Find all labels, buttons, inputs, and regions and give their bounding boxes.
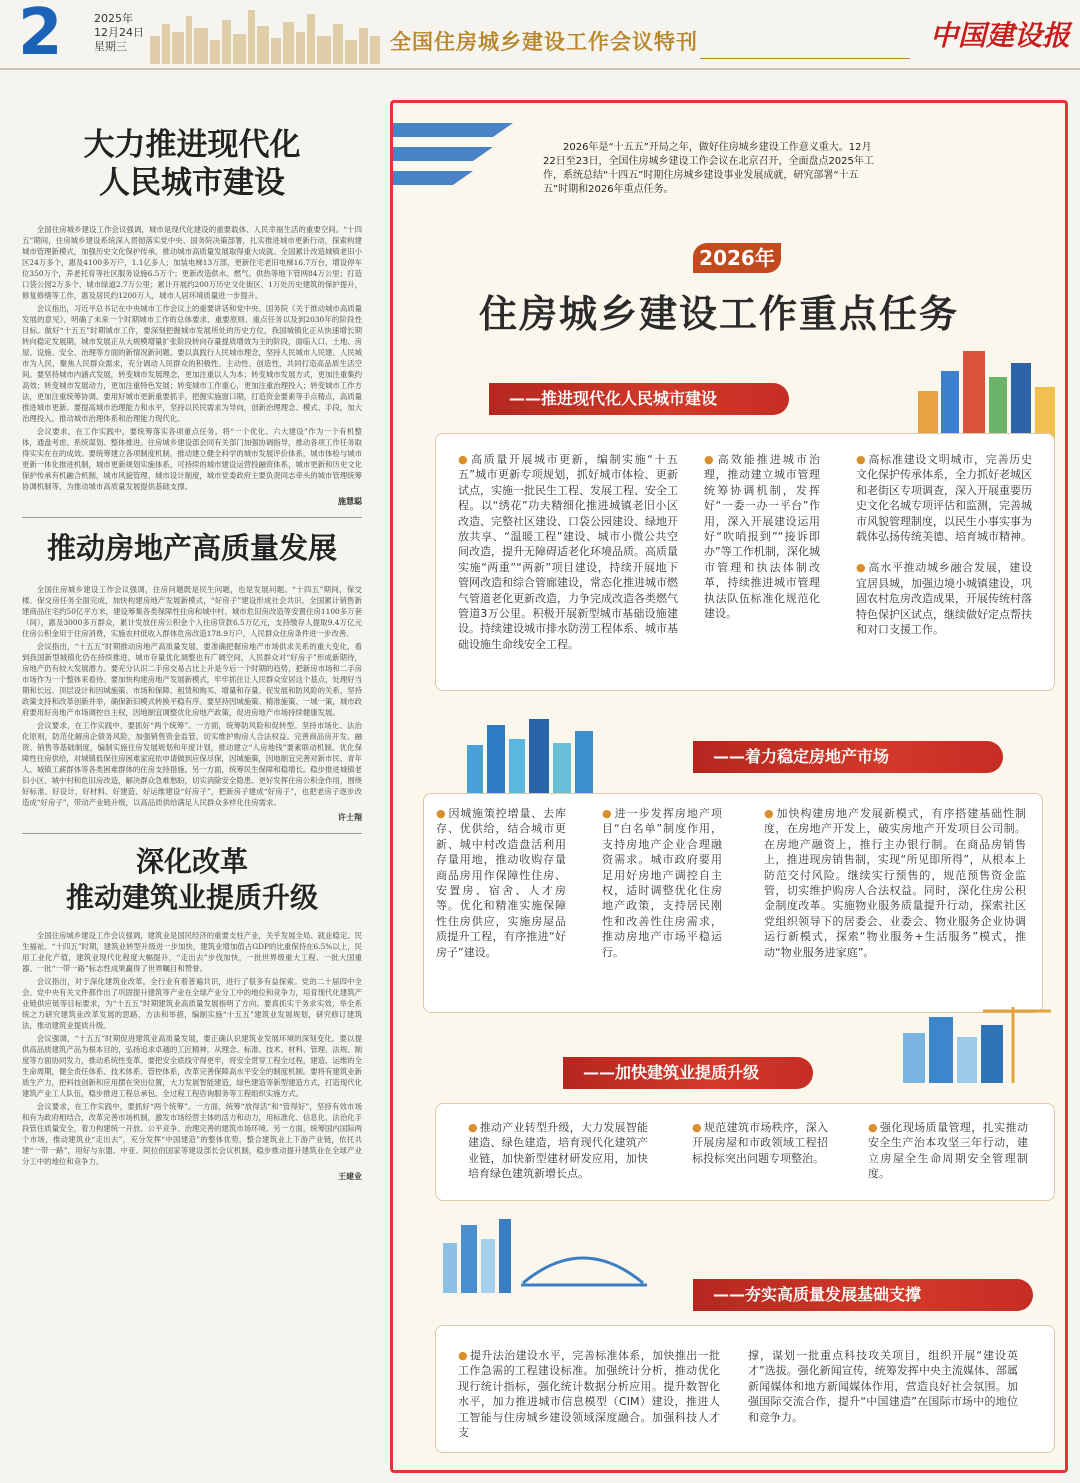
article-real-estate	[22, 528, 362, 823]
newspaper-logo: 中国建设报	[930, 19, 1071, 52]
section-heading-real-estate: ——着力稳定房地产市场	[693, 741, 1003, 773]
task-column: 撑，谋划一批重点科技攻关项目，组织开展“建设英才”选拔。强化新闻宣传，统筹发挥中央主流媒体、部属新闻媒体和地方新闻媒体作用，营造良好社会氛围。加强国际交流合作，提升“中国建造”在国际市场中的地位和竞争力。	[748, 1349, 1018, 1424]
bullet-icon: ●	[692, 1121, 702, 1134]
year-tag: 2026年	[693, 243, 781, 273]
article-paragraph: 会议要求，在工作实践中，要统筹落实各项重点任务。将“一个优化、六大建设”作为一个有机整体，通盘考虑、系统谋划、整体推进。住房城乡建设部会同有关部门加强协调指导，推动各项工作任务取得实实在在的成效。要统筹建立各项制度机制，推动建立健全科学的城市发展评价体系，城市体检与城市更新一体化推进机制，城市更新规划实施体系，可持续的城市建设运营投融资体系，城市更新和历史文化保护传承有机融合机制，城市风貌管理、城市设计制度，城市党委政府主要负责同志牵头的城市管理统筹协调机制等，为推动城市高质量发展提供基础支撑。	[22, 427, 362, 491]
bullet-icon: ●	[458, 1349, 468, 1362]
section-card-modern-city	[435, 433, 1055, 691]
intro-text: 2026年是“十五五”开局之年，做好住房城乡建设工作意义重大。12月22日至23日，全国住房城乡建设工作会议在北京召开，全面盘点2025年工作，系统总结“十四五”时期住房城乡建设事业发展成就，研究部署“十五五”时期和2026年重点任务。	[543, 142, 874, 195]
article-city-construction	[22, 126, 362, 507]
construction-crane-illustration	[883, 1003, 1053, 1083]
section-heading-modern-city: ——推进现代化人民城市建设	[489, 383, 789, 415]
page-header	[0, 0, 1080, 70]
article-paragraph: 会议指出，对于深化建筑业改革，全行业有着普遍共识，进行了很多有益探索。党的二十届四中全会、党中央有关文件都作出了巩固提升建筑等产业在全球产业分工中的地位和竞争力，培育现代化建筑产业链供应链等目标要求，为“十五五”时期建筑业高质量发展指明了方向。要真抓实干务求实效，举全系统之力研究建筑业改革发展的思路、方法和举措，编制实施“十五五”建筑业发展规划，研究修订建筑法，推动建筑业提质升级。	[22, 977, 362, 1030]
task-column: ● 提升法治建设水平，完善标准体系，加快推出一批工作急需的工程建设标准。加强统计分析，推动优化现行统计指标，强化统计数据分析应用。提升数智化水平，加力推进城市信息模型（CIM）建设，推进人工智能与住房城乡建设领域深度融合。加强科技人才支	[458, 1349, 720, 1440]
task-column: ● 高效能推进城市治理，推动建立城市管理统筹协调机制，发挥好“一委一办一平台”作用，深入开展建设运用好“吹哨报到”“接诉即办”等工作机制，深化城市管理和执法体制改革，持续推进城市管理执法队伍标准化规范化建设。	[704, 453, 820, 621]
task-column: ● 因城施策控增量、去库存、优供给，结合城市更新、城中村改造盘活利用存量用地，推动收购存量商品房用作保障性住房、安置房、宿舍、人才房等。优化和精准实施保障性住房供应，实施房屋品质提升工程，有序推进“好房子”建设。	[436, 807, 566, 959]
infographic-title: 住房城乡建设工作重点任务	[479, 291, 960, 336]
article-paragraph: 全国住房城乡建设工作会议强调，建筑业是国民经济的重要支柱产业，关乎发展全局、就业稳定、民生福祉。“十四五”时期，建筑业转型升级进一步加快，建筑业增加值占GDP的比重保持在6.5%以上，民用工业化产值，建筑业现代化程度大幅提升，“走出去”步伐加快，一批世界级重大工程、一批大国重器、一批“一带一路”标志性成果赢得了世界瞩目和赞誉。	[22, 931, 362, 973]
article-author: 王建业	[338, 1171, 362, 1181]
article-title: 大力推进现代化 人民城市建设	[83, 127, 301, 201]
article-paragraph: 会议指出，习近平总书记在中央城市工作会议上的重要讲话和党中央、国务院《关于推动城市高质量发展的意见》，明确了未来一个时期城市工作的总体要求、重要原则、重点任务以及到2030年的阶段性目标。做好“十五五”时期城市工作，要深刻把握城市发展所处的历史方位，我国城镇化正从快速增长期转向稳定发展期，城市发展正从大规模增量扩张阶段转向存量提质增效为主的阶段，面临人口、土地、房屋、设施、安全、治理等方面的新情况新问题。要以真践行人民城市理念，坚持人民城市人民建、人民城市为人民，聚焦人民群众需求，充分调动人民群众的积极性、主动性、创造性，共同打造高品质生活空间。要坚持城市内涵式发展，转变城市发展理念，更加注重以人为本；转变城市发展方式，更加注重集约高效；转变城市发展动力，更加注重特色发展；转变城市工作重心，更加注重治理投入；转变城市工作方法，更加注重统筹协调。要用好城市更新重要抓手，把握实施窗口期，打造资金要素等手点精点，高质量推进城市更新。要提高城市治理能力和水平，坚持以民民需求为导向，创新治理理念、模式、手段，加大治理投入，推动城市治理体系和治理能力现代化。	[22, 304, 362, 423]
bullet-icon: ●	[458, 453, 470, 466]
section-heading-construction: ——加快建筑业提质升级	[563, 1057, 813, 1089]
article-paragraph: 全国住房城乡建设工作会议强调，住房问题既是民生问题，也是发展问题。“十四五”期间，保交楼、保交房任务全面完成，加快构建房地产发展新模式，“好房子”建设形成社会共识。全国累计销售新建商品住宅约50亿平方米，建设筹集各类保障性住房和城中村、城市危旧房改造等安置住房1100多万套（间），惠及3000多万群众，累计发放住房公积金个人住房贷款6.5万亿元，支持缴存人提取9.4万亿元住房公积金用于住房消费，实施农村低收入群体危房改造178.9万户，人民群众住房条件进一步改善。	[22, 585, 362, 638]
section-card-foundation	[435, 1325, 1055, 1453]
article-paragraph: 会议强调，“十五五”时期促进建筑业高质量发展，要正确认识建筑业发展环境的深刻变化。要以提供高品质建筑产品为根本目的，弘扬追求卓越的工匠精神，从理念、标准、技术、材料、管理、法规、制度等方面协同发力，推动系统性变革。要把安全底线守得更牢，将安全贯穿工程全过程，建造、运维的全生命周期，健全责任体系、技术体系、管控体系，改革完善保障高水平安全的制度机制。要将有建筑业新质生产力，把科技创新和应用摆在突出位置，大力发展智能建造，绿色建造等新型建造方式，打造现代化建筑产业工人队伍，稳步推进工程总承包、全过程工程咨询服务等工程组织实施方式。	[22, 1034, 362, 1098]
task-column: ● 强化现场质量管理，扎实推动安全生产治本攻坚三年行动，建立房屋全生命周期安全管理制度。	[868, 1121, 1028, 1181]
section-card-construction	[435, 1103, 1055, 1201]
section-heading-foundation: ——夯实高质量发展基础支撑	[693, 1279, 1033, 1311]
article-title: 推动房地产高质量发展	[46, 531, 337, 565]
skyline-decoration	[150, 6, 380, 64]
bullet-icon: ●	[856, 561, 867, 575]
task-column: ● 加快构建房地产发展新模式，有序搭建基础性制度，在房地产开发上，破实房地产开发项目公司制。在房地产融资上，推行主办银行制。在商品房销售上，推进现房销售制，实现“所见即所得”，从根本上防范交付风险。继续实行预售的，规范预售资金监管，切实维护购房人合法权益。同时，深化住房公积金制度改革。实施物业服务质量提升行动，探索社区党组织领导下的居委会、业委会、物业服务企业协调运行新模式，探索“物业服务+生活服务”模式，推动“物业服务进家庭”。	[764, 807, 1026, 959]
header-rule	[700, 58, 910, 59]
article-paragraph: 会议要求，在工作实践中，要抓好“两个统筹”。一方面，统筹“放得活”和“管得好”，坚持有效市场和有为政府相结合，改革完善市场机制，激发市场经营主体的活力和动力，用标准化、信息化、法治化手段管住质量安全，着力构建统一开放、公平竞争、治理完善的建筑市场环境。另一方面，统筹国内国际两个市场，推动建筑业“走出去”，充分发挥“中国建造”的整体优势，整合建筑业上下游产业链，依托共建“一带一路”，用好与东盟、中亚、阿拉伯国家等建设部长会议机制，稳步推动提升建筑业在全球产业分工中的地位和竞争力。	[22, 1102, 362, 1166]
bullet-icon: ●	[764, 807, 775, 820]
article-paragraph: 全国住房城乡建设工作会议强调，城市是现代化建设的重要载体、人民幸福生活的重要空间。“十四五”期间，住房城乡建设系统深入贯彻落实党中央、国务院决策部署，扎实推进城市更新行动，探索构建城市管理新模式，加强历史文化保护传承，推动城市高质量发展取得重大成就。全国累计改造城镇老旧小区24万多个，惠及4100多万户，1.1亿多人；加装电梯13万部，更新住宅老旧电梯16.7万台，增设停车位350万个，养老托育等社区服务设施6.5万个；更新改造供水、燃气、供热等地下管网84万公里；打造口袋公园2万多个、城市绿道2.7万公里；累计开展约200万历史文化街区、1万处历史建筑的保护提升，修复修缮等工作，惠及居民约1200万人，城市人居环境质量进一步提升。	[22, 225, 362, 300]
section-divider	[22, 833, 362, 834]
bullet-icon: ●	[704, 453, 716, 466]
section-card-real-estate	[423, 793, 1043, 1013]
article-author: 施慧聪	[338, 496, 362, 506]
task-column: ● 规范建筑市场秩序，深入开展房屋和市政领域工程招标投标突出问题专项整治。	[692, 1121, 829, 1165]
article-paragraph: 会议要求，在工作实践中，要抓好“两个统筹”。一方面，统筹防风险和促转型。坚持市场化、法治化原则，防范化解房企债务风险，加强销售资金监管，切实维护购房人合法权益。完善商品房开发、融资、销售等基础制度，编制实施住房发展规划和年度计划，推动建立“人房地钱”要素联动机制。优化保障性住房供给，对城镇低保住房困难家庭依申请做到应保尽保，因城施策，因地制宜完善对新市民、青年人、城镇工薪群体等各类困难群体的住房支持措施。另一方面，统筹民生保障和稳增长。稳步推进城镇老旧小区、城中村和危旧房改造，解决群众急难愁盼，切实消除安全隐患。更好发挥住房公积金作用，围绕好标准、好设计、好材料、好建造、好运维建设“好房子”，把新房子建成“好房子”，也把老房子逐步改造成“好房子”，带动产业链升级，以高品质供给满足人民群众多样化住房需求。	[22, 721, 362, 807]
task-column: ● 高标准建设文明城市，完善历史文化保护传承体系，全力抓好老城区和老街区专项调查，深入开展重要历史文化名城专项评估和监测，完善城市风貌管理制度，以民生小事实事为载体弘扬传统美德、培育城市精神。 ● 高水平推动城乡融合发展，建设宜居县城，加强边境小城镇建设，巩固农村危房改造成果，开展传统村落特色保护区试点，继续做好定点帮扶和对口支援工作。	[856, 453, 1032, 637]
bullet-icon: ●	[602, 807, 613, 820]
bridge-skyline-illustration	[433, 1213, 653, 1303]
bullet-icon: ●	[856, 453, 867, 466]
bullet-icon: ●	[436, 807, 447, 820]
left-column	[22, 84, 362, 1474]
bullet-icon: ●	[468, 1121, 478, 1134]
key-tasks-infographic	[390, 100, 1068, 1473]
task-column: ● 推动产业转型升级，大力发展智能建造、绿色建造，培育现代化建筑产业链，加快新型建材研发应用，加快培育绿色建筑新增长点。	[468, 1121, 648, 1181]
article-title: 深化改革 推动建筑业提质升级	[65, 845, 318, 914]
section-divider	[22, 517, 362, 518]
article-author: 许士翔	[338, 812, 362, 822]
page-number: 2	[18, 0, 63, 70]
special-issue-title: 全国住房城乡建设工作会议特刊	[390, 29, 698, 54]
issue-date: 2025年 12月24日 星期三	[94, 12, 144, 53]
corner-stripes-decoration	[393, 103, 533, 243]
task-column: ● 高质量开展城市更新，编制实施“十五五”城市更新专项规划，抓好城市体检、更新试点，实施一批民生工程、发展工程、安全工程。以“绣花”功夫精细化推进城镇老旧小区改造、完整社区建设、口袋公园建设、绿地开放共享、“温暖工程”建设、城市小微公共空间改造，提升无障碍适老化环境品质。高质量实施“两重”“两新”项目建设，持续开展地下管网改造和综合管廊建设，常态化推进城市燃气管道老化更新改造，力争完成改造各类燃气管道3万公里。积极开展新型城市基础设施建设。持续建设城市排水防涝工程体系、城市基础设施生命线安全工程。	[458, 453, 678, 651]
article-paragraph: 会议指出，“十五五”时期推动房地产高质量发展，要准确把握房地产市场供求关系的重大变化，看到我国新型城镇化仍在持续推进，城市存量优化调整也有广阔空间，人民群众对“好房子”形成新期待，房地产仍有较大发展潜力。要充分认识二手房交易占比上升是今后一个时期的趋势，把新房市场和二手房市场作为一个整体来看待。要加快构建房地产发展新模式，牢牢抓住让人民群众安居这个基点，处理好当期和长远、顶层设计和因城施策、市场和保障、租赁和购买、增量和存量、促发展和防风险的关系，坚持政策支持和改革创新并举，确保新旧模式转换平稳有序。要坚持因城施策、精准施策、一城一策，城市政府要用好房地产市场调控自主权，因地制宜调整优化房地产政策，促进房地产市场持续健康发展。	[22, 642, 362, 717]
task-column: ● 进一步发挥房地产项目“白名单”制度作用，支持房地产企业合理融资需求。城市政府要用足用好房地产调控自主权，适时调整优化住房地产政策，支持居民刚性和改善性住房需求，推动房地产市场平稳运行。	[602, 807, 723, 959]
city-buildings-illustration	[463, 715, 613, 795]
bullet-icon: ●	[868, 1121, 879, 1134]
article-construction-industry	[22, 844, 362, 1182]
